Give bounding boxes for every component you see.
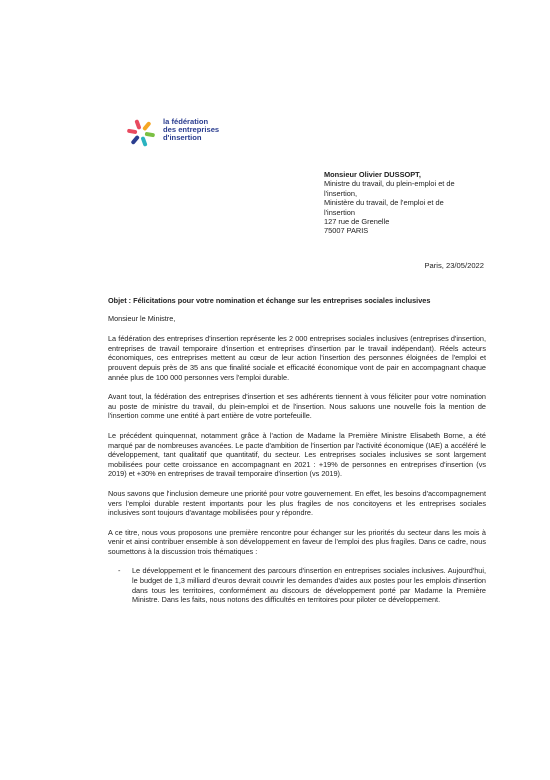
logo-line: la fédération bbox=[163, 117, 209, 126]
federation-logo bbox=[123, 118, 243, 150]
recipient-line: l'insertion, bbox=[324, 188, 358, 198]
theme-list-item bbox=[108, 566, 486, 604]
body-paragraph: Avant tout, la fédération des entreprises d'insertion et ses adhérents tiennent à vous féliciter pour votre nomination au poste de ministre du travail, du plein-emploi et de l'insertion. Nous saluons une nouvelle fois la mention de l'insertion comme une entité à part entière de votre portefeuille. bbox=[108, 392, 486, 421]
recipient-line: Ministère du travail, de l'emploi et de bbox=[324, 198, 444, 208]
logo-line: des entreprises bbox=[163, 125, 220, 134]
bullet-dash: - bbox=[118, 566, 121, 576]
letter-body bbox=[108, 296, 486, 605]
body-paragraph: Le précédent quinquennat, notamment grâce à l'action de Madame la Première Ministre Elisabeth Borne, a été marqué par de nombreuses avancées. Le pacte d'ambition de l'insertion par l'activité économique (IAE) a accéléré le développement, tant qualitatif que quantitatif, du secteur. Les entreprises sociales inclusives se sont largement mobilisées pour cette croissance en accompagnant en 2021 : +19% de personnes en entreprises d'insertion (vs 2019) et +30% en entreprises de travail temporaire d'insertion (vs 2019). bbox=[108, 430, 486, 479]
recipient-line: l'insertion bbox=[324, 207, 355, 217]
logo-wordmark bbox=[163, 118, 219, 142]
recipient-name: Monsieur Olivier DUSSOPT, bbox=[324, 170, 421, 179]
body-paragraph: La fédération des entreprises d'insertion représente les 2 000 entreprises sociales inclusives (entreprises d'insertion, entreprises de travail temporaire d'insertion et entreprises d'insertion par le travail indépendant). Réels acteurs économiques, ces entreprises mettent au cœur de leur action l'insertion des personnes éloignées de l'emploi et prouvent depuis près de 35 ans que finalité sociale et efficacité économique vont de pair en accompagnant chaque année plus de 100 000 personnes vers l'emploi durable. bbox=[108, 334, 486, 382]
recipient-line: Ministre du travail, du plein-emploi et de bbox=[324, 179, 455, 189]
letter-date: Paris, 23/05/2022 bbox=[424, 261, 484, 270]
recipient-address bbox=[324, 170, 494, 236]
logo-star-icon bbox=[123, 118, 159, 148]
bullet-text: Le développement et le financement des parcours d'insertion en entreprises sociales inclusives. Aujourd'hui, le budget de 1,3 milliard d'euros devrait couvrir les demandes d'aides aux postes pour les emplois d'insertion dans tous les territoires, conformément au discours de développement porté par Madame la Première Ministre. Dans les faits, nous notons des difficultés en territoires pour piloter ce développement. bbox=[132, 566, 486, 605]
body-paragraph: Nous savons que l'inclusion demeure une priorité pour votre gouvernement. En effet, les besoins d'accompagnement vers l'emploi durable restent importants pour les plus fragiles de nos concitoyens et les entreprises sociales inclusives sont toujours d'avantage mobilisées pour y répondre. bbox=[108, 488, 486, 518]
letter-salutation: Monsieur le Ministre, bbox=[108, 313, 176, 323]
recipient-line: 127 rue de Grenelle bbox=[324, 217, 390, 227]
body-paragraph: A ce titre, nous vous proposons une première rencontre pour échanger sur les priorités du secteur dans les mois à venir et ainsi contribuer ensemble à son développement en faveur de l'emploi des plus fragiles. Dans ce cadre, nous soumettons à la discussion trois thématiques : bbox=[108, 527, 486, 556]
recipient-line: 75007 PARIS bbox=[324, 226, 369, 236]
logo-line: d'insertion bbox=[163, 133, 202, 142]
letter-subject: Objet : Félicitations pour votre nomination et échange sur les entreprises sociales inclusives bbox=[108, 296, 431, 305]
